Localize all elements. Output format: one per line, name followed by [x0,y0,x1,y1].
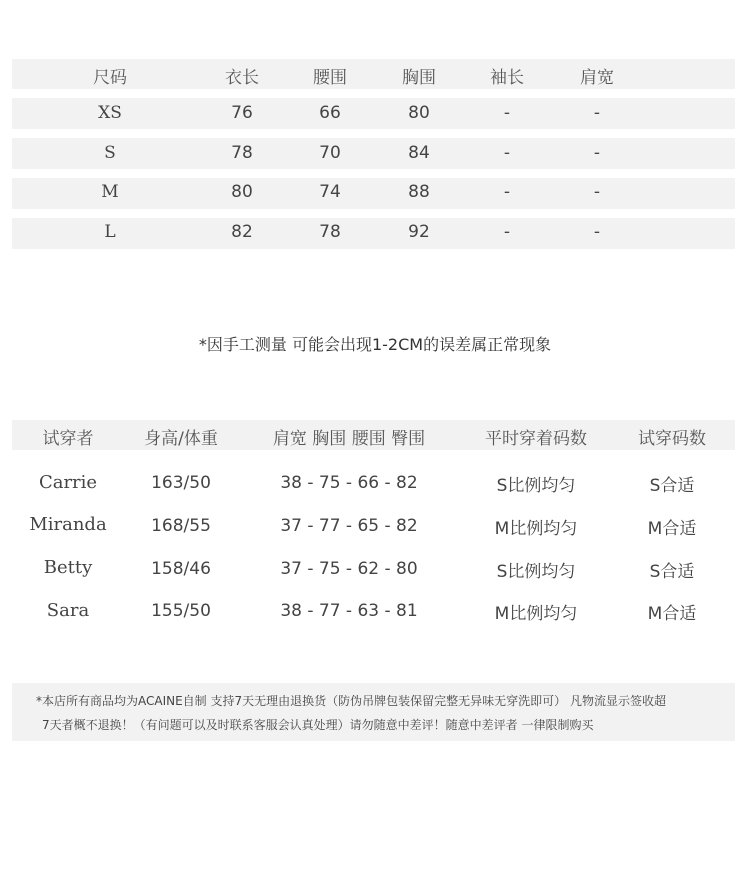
tryon-model-name: Betty [43,557,93,578]
size-header-shoulder: 肩宽 [580,68,614,88]
measurement-note: *因手工测量 可能会出现1-2CM的误差属正常现象 [198,335,552,354]
size-cell: XS [98,103,122,123]
tryon-header-height-weight: 身高/体重 [144,429,218,449]
size-cell: - [593,182,601,202]
size-cell: S [104,143,116,163]
size-cell: - [503,222,511,242]
tryon-cell: 155/50 [151,601,211,621]
size-cell: 92 [408,222,430,242]
return-policy-box [12,683,735,741]
size-cell: - [503,103,511,123]
size-cell: 80 [231,182,253,202]
size-cell: 78 [319,222,341,242]
tryon-cell: M合适 [647,604,697,624]
tryon-cell: M比例均匀 [494,604,578,624]
size-cell: - [503,182,511,202]
tryon-cell: S比例均匀 [496,476,576,496]
return-policy-line-1: *本店所有商品均为ACAINE自制 支持7天无理由退换货（防伪吊牌包装保留完整无异味无穿洗即可） 凡物流显示签收超 [36,694,666,708]
size-cell: 82 [231,222,253,242]
tryon-cell: S合适 [649,476,695,496]
tryon-cell: S合适 [649,562,695,582]
tryon-model-name: Miranda [29,514,107,535]
size-header-waist: 腰围 [313,68,347,88]
tryon-cell: M合适 [647,519,697,539]
size-cell: 84 [408,143,430,163]
size-cell: - [593,143,601,163]
size-cell: 78 [231,143,253,163]
tryon-header-usual-size: 平时穿着码数 [485,429,587,449]
size-header-bust: 胸围 [402,68,436,88]
size-cell: 76 [231,103,253,123]
tryon-cell: 163/50 [151,473,211,493]
size-cell: 66 [319,103,341,123]
return-policy-line-2: 7天者概不退换！（有问题可以及时联系客服会认真处理）请勿随意中差评！随意中差评者 一律限制购买 [42,718,594,732]
tryon-cell: S比例均匀 [496,562,576,582]
tryon-model-name: Sara [46,600,90,621]
size-cell: 74 [319,182,341,202]
tryon-header-model: 试穿者 [42,429,94,449]
size-cell: - [593,103,601,123]
tryon-header-tried-size: 试穿码数 [638,429,706,449]
tryon-cell: 158/46 [151,559,211,579]
tryon-header-measurements: 肩宽 胸围 腰围 臀围 [272,429,426,449]
size-cell: L [104,222,116,242]
tryon-cell: 38 - 77 - 63 - 81 [280,601,418,621]
size-cell: 70 [319,143,341,163]
size-header-length: 衣长 [225,68,259,88]
tryon-cell: 168/55 [151,516,211,536]
size-cell: 80 [408,103,430,123]
tryon-cell: M比例均匀 [494,519,578,539]
tryon-model-name: Carrie [38,472,98,493]
tryon-cell: 37 - 75 - 62 - 80 [280,559,418,579]
tryon-cell: 37 - 77 - 65 - 82 [280,516,418,536]
tryon-cell: 38 - 75 - 66 - 82 [280,473,418,493]
size-cell: M [101,182,119,202]
size-header-size: 尺码 [93,68,127,88]
size-cell: - [503,143,511,163]
size-cell: - [593,222,601,242]
size-header-sleeve: 袖长 [490,68,524,88]
size-cell: 88 [408,182,430,202]
